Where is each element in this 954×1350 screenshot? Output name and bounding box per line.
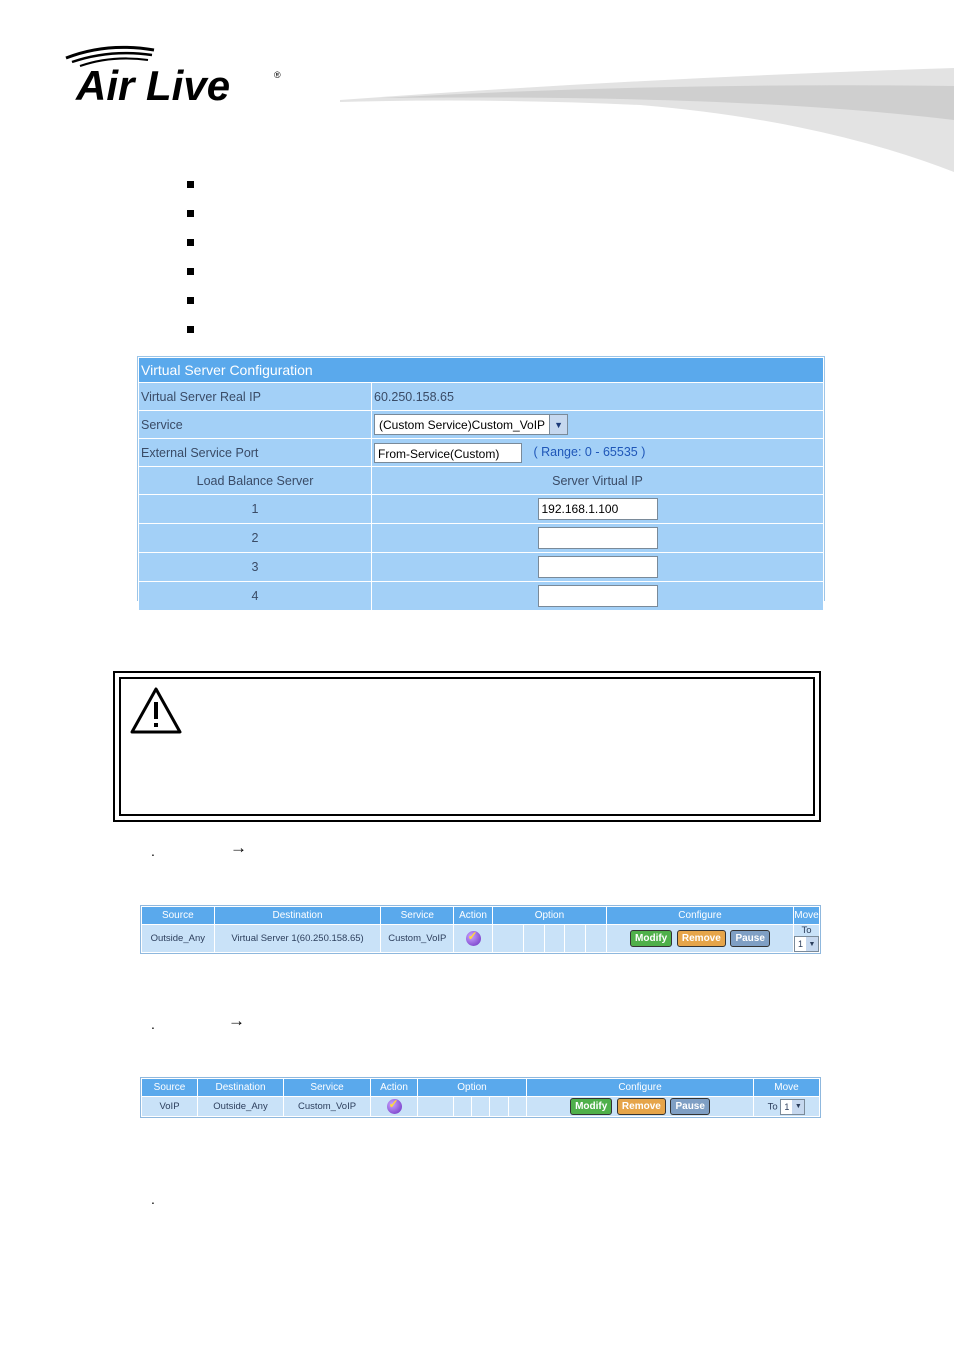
arrow-right-icon: → [230,838,247,857]
option-cell [586,925,607,953]
col-configure: Configure [527,1079,754,1097]
col-source: Source [142,1079,198,1097]
policy-table-2 [140,1077,821,1118]
registered-mark: ® [274,70,281,80]
bullet-2 [187,210,194,217]
service-select[interactable] [374,414,568,435]
policy-destination: Virtual Server 1(60.250.158.65) [214,925,381,953]
lb-row-number: 4 [139,582,372,611]
option-cell [471,1097,489,1117]
col-destination: Destination [198,1079,284,1097]
bullet-3 [187,239,194,246]
policy-source: Outside_Any [142,925,215,953]
lb-row-number: 3 [139,553,372,582]
step-mark-1: . [151,843,155,859]
col-move: Move [793,907,819,925]
col-action: Action [371,1079,418,1097]
port-range-hint: ( Range: 0 - 65535 ) [533,444,646,459]
col-option: Option [418,1079,527,1097]
ext-port-label: External Service Port [139,439,372,467]
pause-button[interactable]: Pause [670,1098,709,1115]
service-label: Service [139,411,372,439]
real-ip-label: Virtual Server Real IP [139,383,372,411]
col-move: Move [754,1079,820,1097]
col-service: Service [381,907,454,925]
policy-service: Custom_VoIP [284,1097,371,1117]
bullet-1 [187,181,194,188]
option-cell [453,1097,471,1117]
allow-action-icon [466,931,481,946]
move-select[interactable] [794,936,819,952]
arrow-right-icon: → [228,1011,245,1030]
step-mark-2: . [151,1016,155,1032]
logo-text: Air Live [76,62,231,109]
service-select-value: (Custom Service)Custom_VoIP [379,417,546,432]
move-to-label: To [801,925,812,936]
step-mark-3: . [151,1191,155,1207]
pause-button[interactable]: Pause [730,930,769,947]
ext-port-input[interactable]: From-Service(Custom) [374,443,522,463]
option-cell [418,1097,454,1117]
vip-input-1[interactable]: 192.168.1.100 [538,498,658,520]
airlive-logo [62,40,302,110]
policy-table-1 [140,905,821,954]
warning-triangle-icon [129,686,183,736]
move-select-value: 1 [797,939,803,949]
warning-box [119,677,815,816]
lb-row-number: 2 [139,524,372,553]
col-source: Source [142,907,215,925]
policy-source: VoIP [142,1097,198,1117]
col-option: Option [492,907,606,925]
option-cell [492,925,523,953]
bullet-5 [187,297,194,304]
real-ip-value: 60.250.158.65 [372,383,824,411]
vip-header: Server Virtual IP [372,467,824,495]
header-swoosh [340,60,954,180]
remove-button[interactable]: Remove [677,930,726,947]
move-to-label: To [767,1101,778,1113]
option-cell [490,1097,508,1117]
logo-graphic [62,40,302,110]
chevron-down-icon[interactable]: ▼ [792,1100,804,1114]
virtual-server-config-panel [137,356,825,601]
bullet-6 [187,326,194,333]
bullet-4 [187,268,194,275]
option-cell [544,925,565,953]
option-cell [508,1097,526,1117]
vip-input-4[interactable] [538,585,658,607]
chevron-down-icon[interactable]: ▼ [806,937,818,951]
option-cell [524,925,545,953]
modify-button[interactable]: Modify [570,1098,612,1115]
col-action: Action [454,907,493,925]
move-select[interactable] [780,1099,805,1115]
policy-destination: Outside_Any [198,1097,284,1117]
lb-server-header: Load Balance Server [139,467,372,495]
col-configure: Configure [606,907,793,925]
lb-row-number: 1 [139,495,372,524]
modify-button[interactable]: Modify [630,930,672,947]
move-select-value: 1 [784,1101,790,1112]
col-service: Service [284,1079,371,1097]
config-title: Virtual Server Configuration [139,358,824,383]
remove-button[interactable]: Remove [617,1098,666,1115]
vip-input-2[interactable] [538,527,658,549]
vip-input-3[interactable] [538,556,658,578]
allow-action-icon [387,1099,402,1114]
option-cell [565,925,586,953]
col-destination: Destination [214,907,381,925]
chevron-down-icon[interactable]: ▼ [549,415,567,434]
policy-service: Custom_VoIP [381,925,454,953]
